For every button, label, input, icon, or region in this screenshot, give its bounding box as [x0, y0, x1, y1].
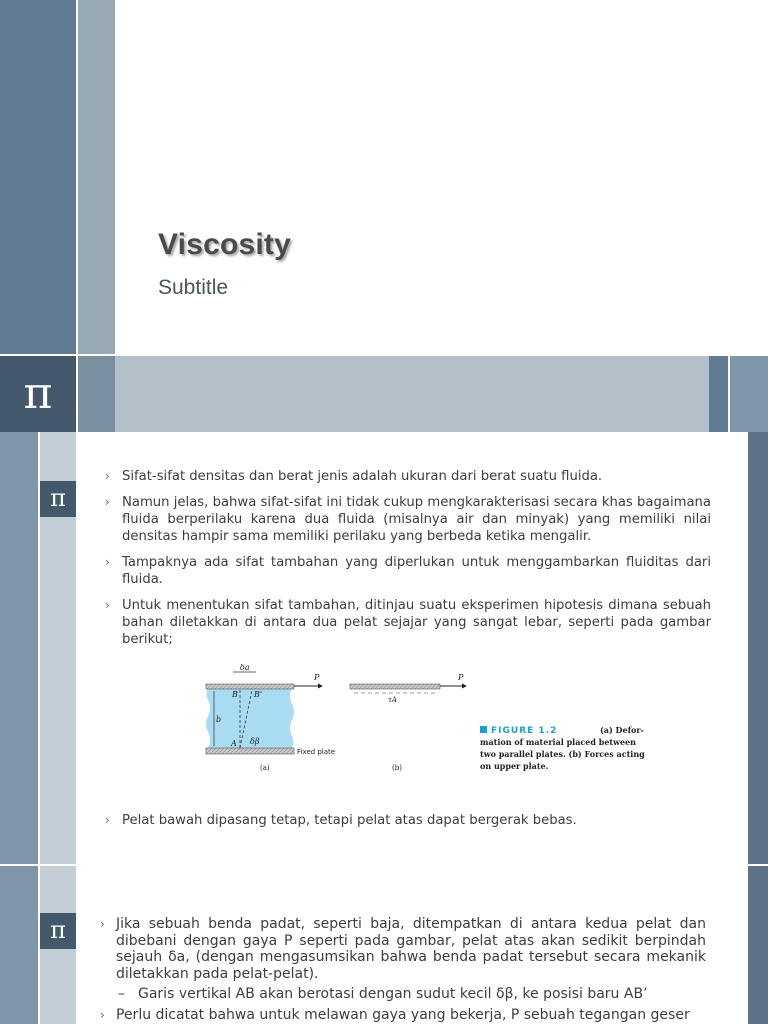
sub-list-item [100, 986, 706, 1003]
list-item [105, 554, 711, 588]
slide2-right-bar [748, 432, 768, 864]
band-segment-2 [115, 356, 709, 432]
band-segment-3 [709, 356, 728, 432]
label-delta-a: δa [240, 664, 250, 672]
bullet-text: Pelat bawah dipasang tetap, tetapi pelat atas dapat bergerak bebas. [122, 813, 577, 828]
bullet-marker: › [100, 1007, 105, 1022]
label-b-prime: B' [254, 690, 263, 699]
slide2-bullet-list [105, 468, 711, 648]
bullet-marker: › [105, 813, 110, 827]
upper-plate-b [350, 684, 440, 689]
label-b-point: B [232, 690, 238, 699]
bullet-marker: › [105, 555, 110, 569]
figure-caption-line1: (a) Defor- [600, 725, 644, 735]
list-item [105, 812, 711, 829]
list-item [105, 468, 711, 485]
caption-square [480, 726, 487, 733]
bullet-marker: › [105, 495, 110, 509]
bullet-text: Sifat-sifat densitas dan berat jenis adalah ukuran dari berat suatu fluida. [122, 469, 603, 484]
bullet-marker: › [100, 917, 105, 931]
band-segment-4 [730, 356, 768, 432]
label-p-b: P [458, 673, 464, 682]
bullet-text: Untuk menentukan sifat tambahan, ditinjau suatu eksperimen hipotesis dimana sebuah bahan diletakkan di antara dua pelat sejajar yang sangat lebar, seperti pada gambar berikut; [122, 598, 711, 647]
bullet-marker: › [105, 469, 110, 483]
figure-caption-line2: mation of material placed between [480, 737, 636, 747]
figure-caption-line4: on upper plate. [480, 761, 549, 771]
sub-bullet-marker: – [118, 986, 125, 1002]
label-b-height: b [216, 715, 222, 724]
figure-parallel-plates [200, 664, 660, 774]
list-item [105, 597, 711, 648]
title-slide-left-bar [0, 0, 76, 354]
figure-caption-line3: two parallel plates. (b) Forces acting [480, 749, 645, 759]
list-item [100, 1007, 706, 1024]
label-tau-a: τA [388, 696, 397, 704]
list-item [105, 494, 711, 545]
label-fixed-plate: Fixed plate [297, 748, 336, 756]
label-delta-beta: δβ [250, 737, 260, 746]
slide-title: Viscosity [158, 228, 291, 261]
slide2-left-bar [0, 432, 38, 864]
slide-subtitle: Subtitle [158, 276, 229, 299]
pi-icon: π [0, 356, 76, 432]
slide2-final-bullet [105, 812, 711, 829]
bullet-text: Tampaknya ada sifat tambahan yang diperlukan untuk menggambarkan fluiditas dari fluida. [122, 555, 711, 587]
title-slide-accent-bar [78, 0, 115, 354]
label-sub-a: (a) [260, 764, 270, 772]
slide3-bullet-list [100, 916, 706, 1023]
bullet-text: Namun jelas, bahwa sifat-sifat ini tidak cukup mengkarakterisasi secara khas bagaimana fluida berperilaku karena dua fluida (misalnya air dan minyak) yang memiliki nilai densitas hampir sama memiliki perilaku yang berbeda ketika mengalir. [122, 495, 711, 544]
arrow-head [462, 684, 467, 689]
arrow-head [318, 684, 323, 689]
slide3-left-bar [0, 866, 38, 1024]
sub-bullet-text: Garis vertikal AB akan berotasi dengan sudut kecil δβ, ke posisi baru AB’ [138, 986, 648, 1002]
bullet-marker: › [105, 598, 110, 612]
list-item [100, 916, 706, 982]
pi-icon: π [40, 913, 76, 949]
band-segment-1 [78, 356, 115, 432]
pi-icon: π [40, 481, 76, 517]
label-p-a: P [314, 673, 320, 682]
figure-caption-head: FIGURE 1.2 [491, 726, 558, 736]
upper-plate [206, 684, 294, 689]
bullet-text: Perlu dicatat bahwa untuk melawan gaya yang bekerja, P sebuah tegangan geser [116, 1006, 690, 1023]
fixed-plate [206, 748, 294, 754]
slide3-right-bar [748, 866, 768, 1024]
label-sub-b: (b) [392, 764, 402, 772]
label-a-point: A [231, 739, 237, 748]
bullet-text: Jika sebuah benda padat, seperti baja, ditempatkan di antara kedua pelat dan dibebani dengan gaya P seperti pada gambar, pelat atas akan sedikit berpindah sejauh δa, (dengan mengasumsikan bahwa benda padat tersebut secara mekanik diletakkan pada pelat-pelat). [116, 916, 706, 982]
